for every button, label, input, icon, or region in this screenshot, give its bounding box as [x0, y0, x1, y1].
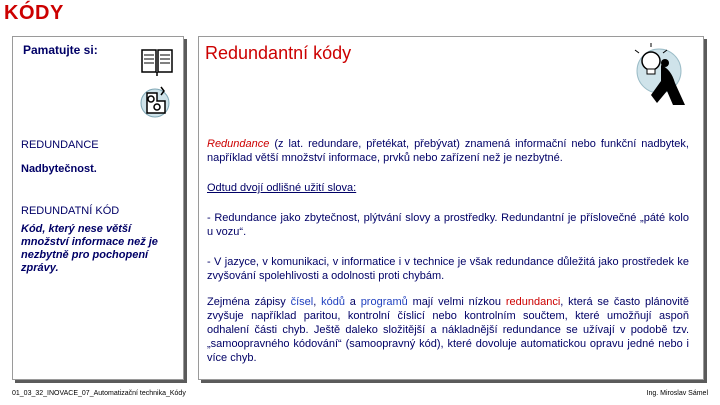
- footer-course-code: 01_03_32_INOVACE_07_Automatizační technika_Kódy: [12, 390, 186, 397]
- term-code-heading: REDUNDATNÍ KÓD: [21, 205, 120, 217]
- slide-title: KÓDY: [4, 2, 64, 24]
- sidebar-panel: [12, 36, 184, 380]
- book-icon: [141, 47, 173, 77]
- term-redundance-text: Nadbytečnost.: [21, 163, 97, 175]
- paragraph-definition: [207, 137, 689, 165]
- paragraph-usage-heading: Odtud dvojí odlišné užití slova:: [207, 182, 357, 194]
- word-numbers: čísel: [290, 296, 314, 308]
- term-redundance: Redundance: [207, 138, 270, 150]
- word-programs: programů: [360, 296, 408, 308]
- paragraph-usage-1: - Redundance jako zbytečnost, plýtvání slovy a prostředky. Redundantní je příslovečné „páté kolo u vozu“.: [207, 212, 689, 238]
- definition-text: (z lat. redundare, přetékat, přebývat) znamená informační nebo funkční nadbytek, například větší množství informace, prvků nebo zařízení než je nezbytné.: [207, 138, 689, 164]
- word-codes: kódů: [321, 296, 345, 308]
- paragraph-codes: Zejména zápisy čísel, kódů a programů mají velmi nízkou redundanci, která se často plánovitě zvyšuje například paritou, kontrolní číslicí nebo kontrolním součtem, které umožňují aspoň odhalení části chyb. Ještě daleko složitější a nákladnější redundance se užívají v podobě tzv. „samoopravného kódování“ (samoopravný kód), které dovoluje automatickou opravu jedné nebo i více chyb.: [207, 296, 689, 364]
- word-redundancy: redundanci: [505, 296, 561, 308]
- paragraph-usage-2: - V jazyce, v komunikaci, v informatice i v technice je však redundance důležitá jako prostředek ke zvyšování spolehlivosti a odolnosti proti chybám.: [207, 256, 689, 282]
- content-title: Redundantní kódy: [205, 43, 352, 63]
- puzzle-head-icon: [137, 79, 177, 119]
- term-redundance-heading: REDUNDANCE: [21, 139, 99, 151]
- term-code-text: Kód, který nese větší množství informace než je nezbytně pro pochopení zprávy.: [21, 223, 158, 274]
- footer-author: Ing. Miroslav Sámel: [646, 390, 708, 397]
- content-panel: [198, 36, 704, 380]
- lightbulb-person-icon: [621, 41, 693, 113]
- remember-label: Pamatujte si:: [23, 43, 98, 57]
